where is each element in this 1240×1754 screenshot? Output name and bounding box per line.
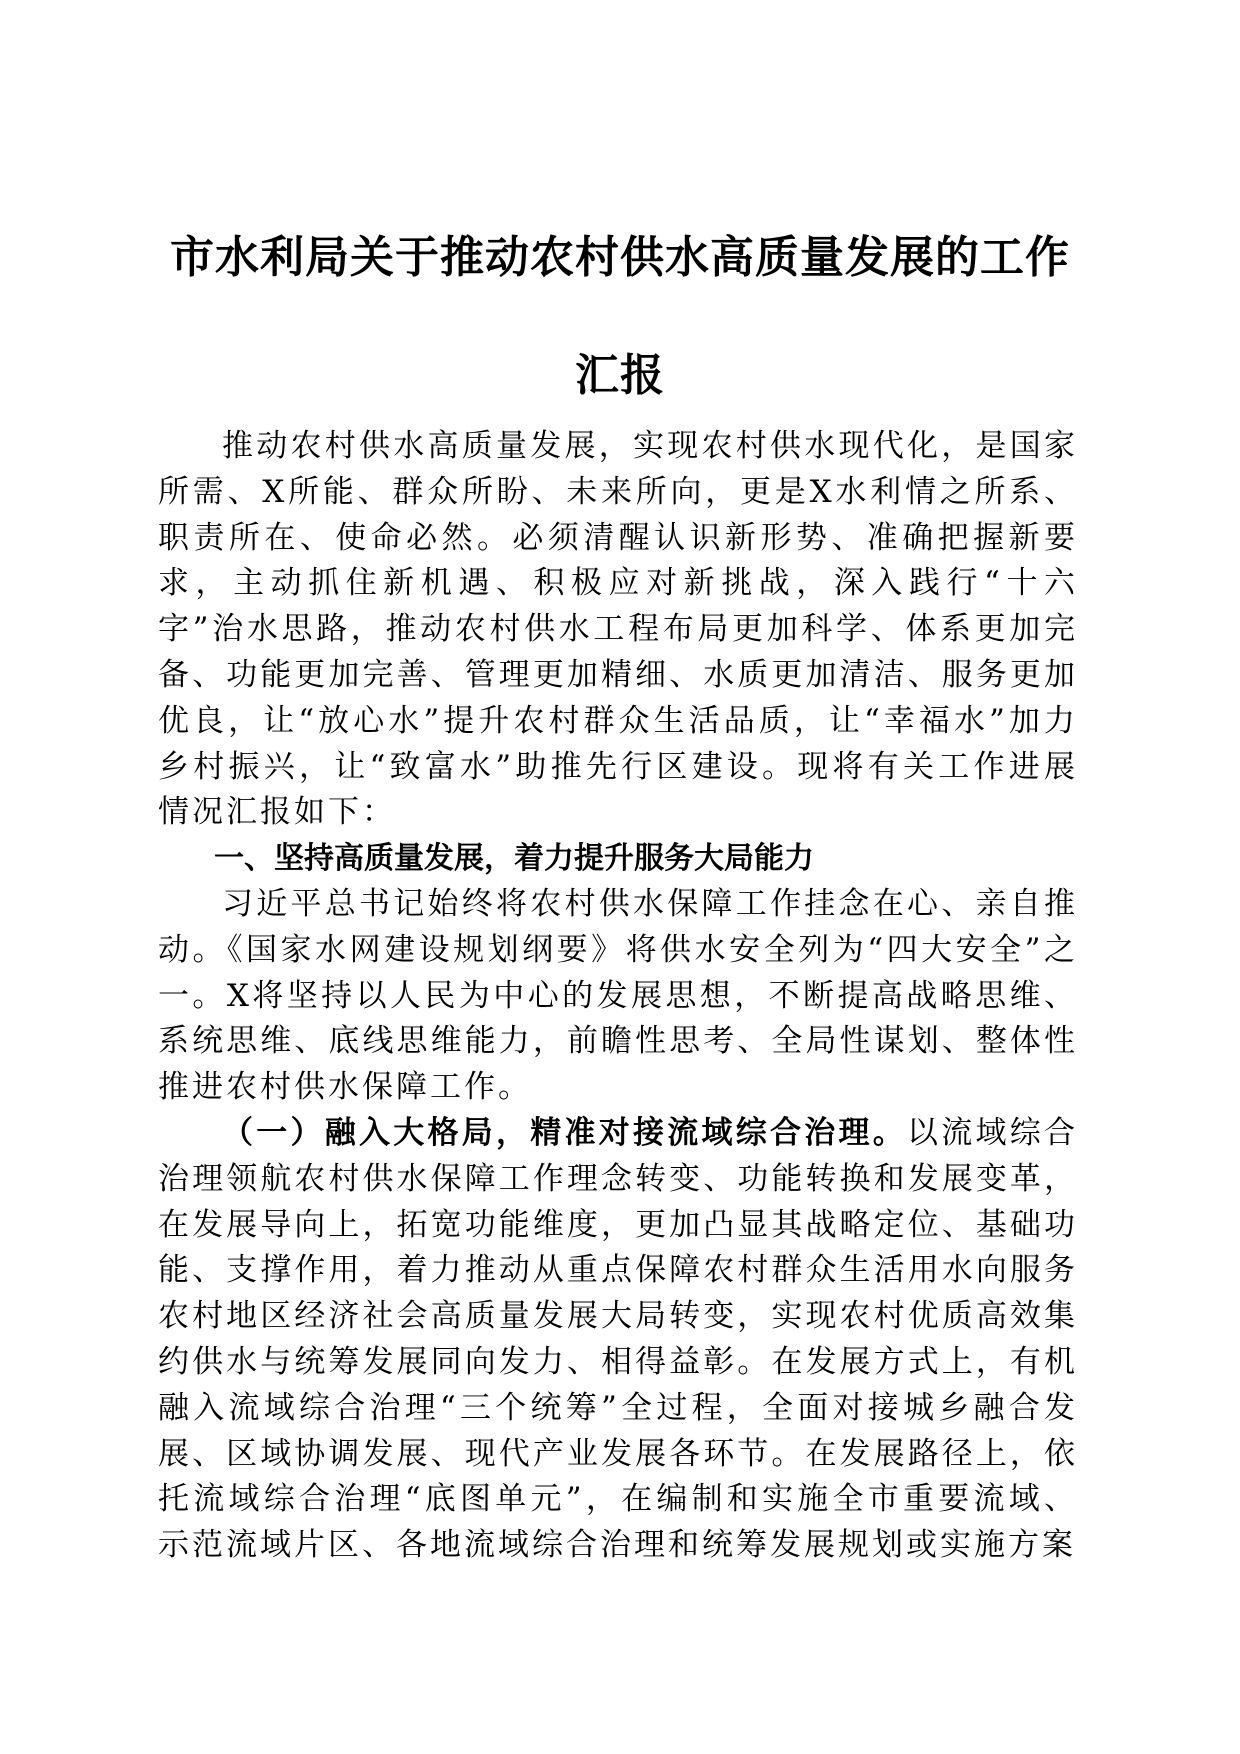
document-title-line-2: 汇报 bbox=[575, 350, 665, 401]
intro-paragraph: 推动农村供水高质量发展，实现农村供水现代化，是国家所需、X所能、群众所盼、未来所向，更是X水利情之所系、职责所在、使命必然。必须清醒认识新形势、准确把握新要求，主动抓住新机遇、积极应对新挑战，深入践行“十六字”治水思路，推动农村供水工程布局更加科学、体系更加完备、功能更加完善、管理更加精细、水质更加清洁、服务更加优良，让“放心水”提升农村群众生活品质，让“幸福水”加力乡村振兴，让“致富水”助推先行区建设。现将有关工作进展情况汇报如下： bbox=[158, 428, 1078, 831]
subsection-1-heading: （一）融入大格局，精准对接流域综合治理。 bbox=[222, 1114, 907, 1151]
section-1-heading: 一、坚持高质量发展，着力提升服务大局能力 bbox=[214, 841, 814, 877]
document-title-line-1: 市水利局关于推动农村供水高质量发展的工作 bbox=[170, 232, 1070, 283]
subsection-1-text: 以流域综合治理领航农村供水保障工作理念转变、功能转换和发展变革，在发展导向上，拓宽功能维度，更加凸显其战略定位、基础功能、支撑作用，着力推动从重点保障农村群众生活用水向服务农村地区经济社会高质量发展大局转变，实现农村优质高效集约供水与统筹发展同向发力、相得益彰。在发展方式上，有机融入流域综合治理“三个统筹”全过程，全面对接城乡融合发展、区域协调发展、现代产业发展各环节。在发展路径上，依托流域综合治理“底图单元”，在编制和实施全市重要流域、示范流域片区、各地流域综合治理和统筹发展规划或实施方案 bbox=[158, 1114, 1078, 1564]
subsection-1-paragraph bbox=[158, 1111, 1078, 1569]
section-1-paragraph: 习近平总书记始终将农村供水保障工作挂念在心、亲自推动。《国家水网建设规划纲要》将供水安全列为“四大安全”之一。X将坚持以人民为中心的发展思想，不断提高战略思维、系统思维、底线思维能力，前瞻性思考、全局性谋划、整体性推进农村供水保障工作。 bbox=[158, 885, 1078, 1106]
document-body bbox=[158, 424, 1078, 1569]
